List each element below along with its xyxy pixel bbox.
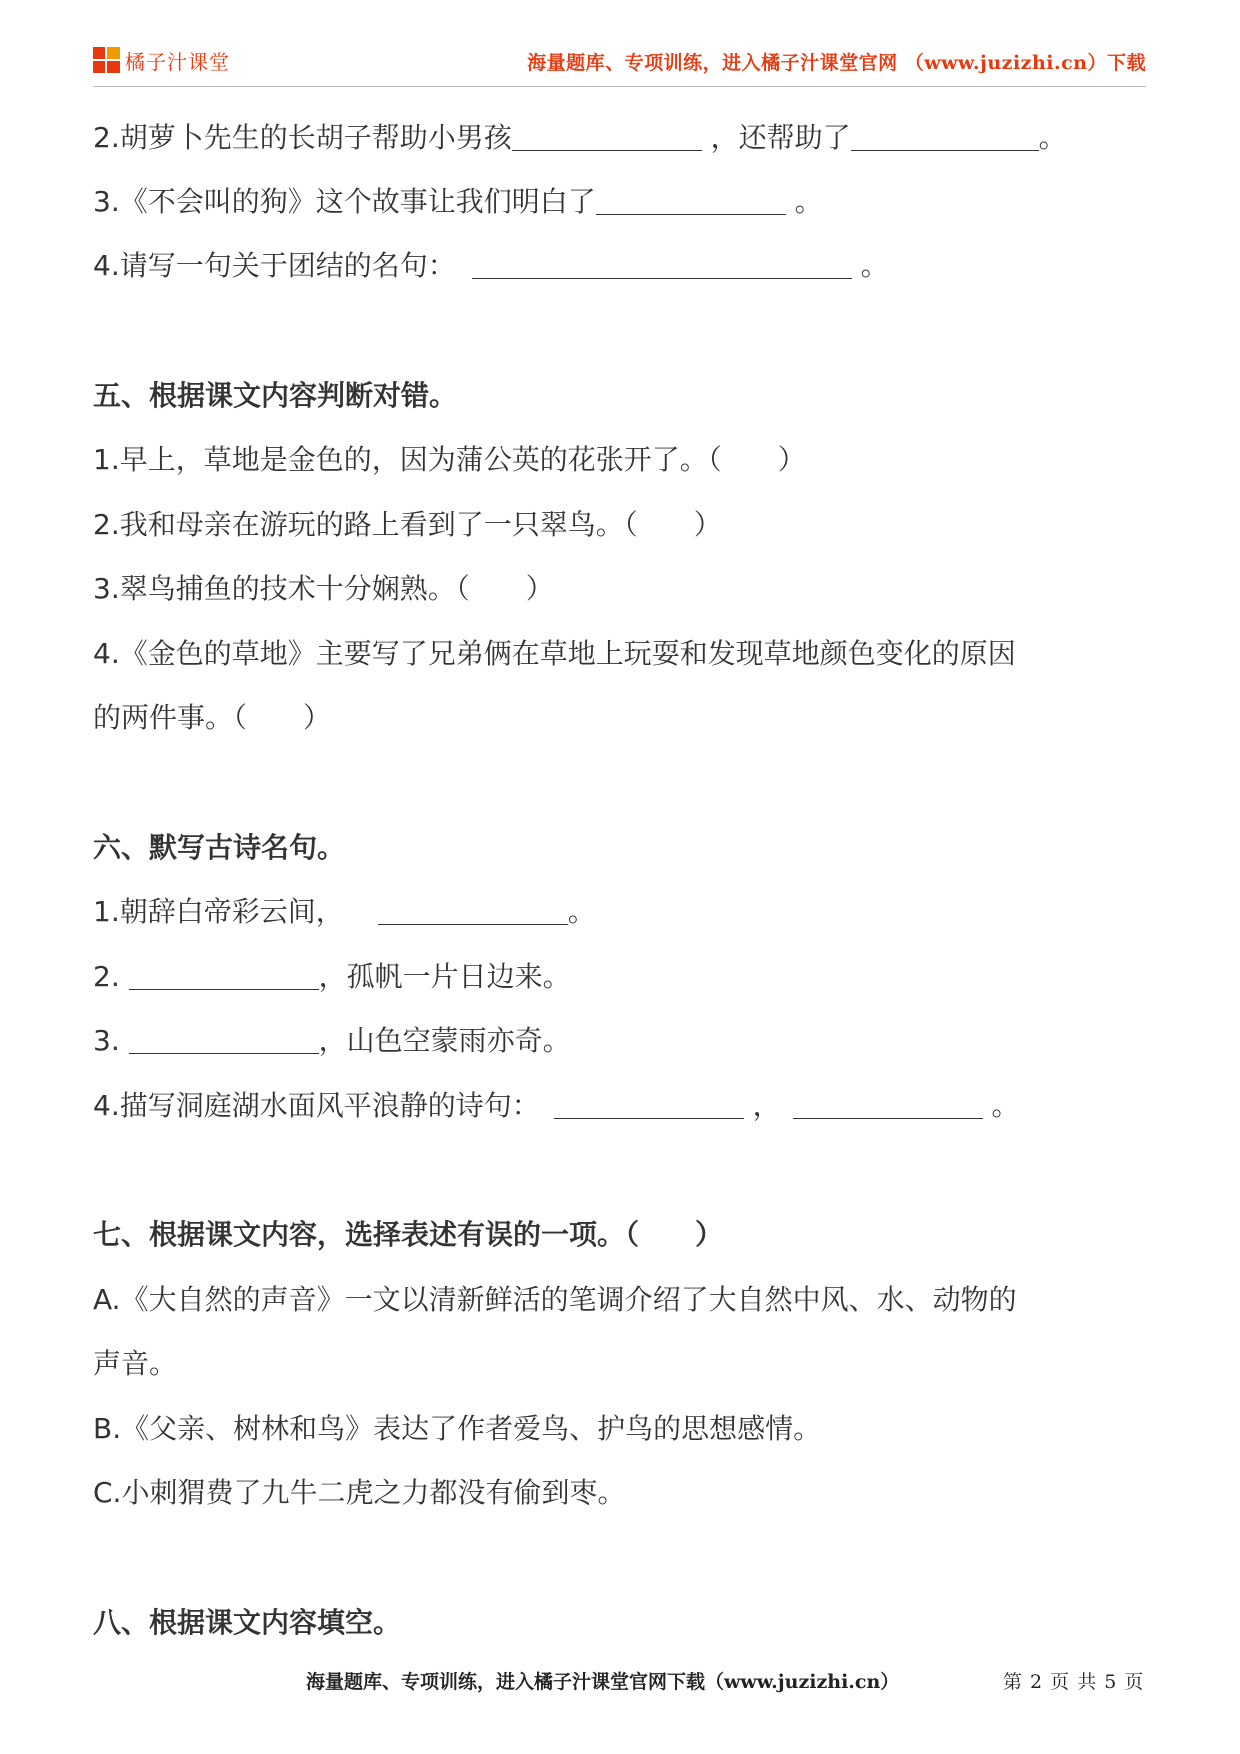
answer-blank[interactable] [793,1088,983,1119]
fill-question-3 [93,182,823,222]
question-text: 4.描写洞庭湖水面风平浪静的诗句： [93,1089,540,1122]
choice-option-b: B.《父亲、树林和鸟》表达了作者爱鸟、护鸟的思想感情。 [93,1412,822,1445]
judge-item-3: 3.翠鸟捕鱼的技术十分娴熟。（ ） [93,572,554,605]
question-text: ，孤帆一片日边来。 [318,960,571,993]
fill-question-2 [93,118,1067,158]
page-header [93,42,1146,87]
fill-question-4 [93,246,889,286]
question-text: 2.胡萝卜先生的长胡子帮助小男孩 [93,121,512,154]
logo-icon [93,47,120,74]
question-text: 2. [93,960,129,993]
answer-blank[interactable] [554,1088,744,1119]
section-heading-7: 七、根据课文内容，选择表述有误的一项。（ ） [93,1218,724,1251]
judge-item-4-cont: 的两件事。（ ） [93,701,332,734]
answer-blank[interactable] [851,120,1039,151]
question-text: 3. [93,1024,129,1057]
judge-item-4: 4.《金色的草地》主要写了兄弟俩在草地上玩耍和发现草地颜色变化的原因 [93,637,1016,670]
answer-blank[interactable] [512,120,702,151]
section-heading-6: 六、默写古诗名句。 [93,831,346,864]
page-number: 第 2 页 共 5 页 [1003,1671,1145,1693]
answer-blank[interactable] [378,894,568,925]
section-heading-8: 八、根据课文内容填空。 [93,1606,402,1639]
question-text: 1.朝辞白帝彩云间， [93,895,344,928]
choice-option-a-cont: 声音。 [93,1347,178,1380]
logo-text: 橘子汁课堂 [125,49,230,74]
poem-question-2 [93,957,571,997]
footer-slogan: 海量题库、专项训练，进入橘子汁课堂官网下载（www.juzizhi.cn） [306,1671,900,1693]
poem-question-4 [93,1086,1020,1126]
judge-item-1: 1.早上，草地是金色的，因为蒲公英的花张开了。（ ） [93,443,806,476]
choice-option-c: C.小刺猬费了九牛二虎之力都没有偷到枣。 [93,1476,626,1509]
question-text: ，山色空蒙雨亦奇。 [318,1024,571,1057]
question-text: ， [743,1089,781,1122]
answer-blank[interactable] [129,1023,319,1054]
poem-question-3 [93,1021,571,1061]
choice-option-a: A.《大自然的声音》一文以清新鲜活的笔调介绍了大自然中风、水、动物的 [93,1283,1017,1316]
question-text: 3.《不会叫的狗》这个故事让我们明白了 [93,185,596,218]
answer-blank[interactable] [129,959,319,990]
header-slogan: 海量题库、专项训练，进入橘子汁课堂官网 （www.juzizhi.cn）下载 [527,52,1146,74]
answer-blank[interactable] [596,184,786,215]
section-heading-5: 五、根据课文内容判断对错。 [93,379,458,412]
question-text: 。 [785,185,823,218]
logo [93,45,230,75]
question-text: 。 [1038,121,1067,154]
question-text: 。 [982,1089,1020,1122]
judge-item-2: 2.我和母亲在游玩的路上看到了一只翠鸟。（ ） [93,508,722,541]
question-text: 。 [567,895,596,928]
answer-blank[interactable] [472,248,852,279]
poem-question-1 [93,892,596,932]
question-text: 4.请写一句关于团结的名句： [93,249,456,282]
question-text: ，还帮助了 [701,121,851,154]
question-text: 。 [851,249,889,282]
